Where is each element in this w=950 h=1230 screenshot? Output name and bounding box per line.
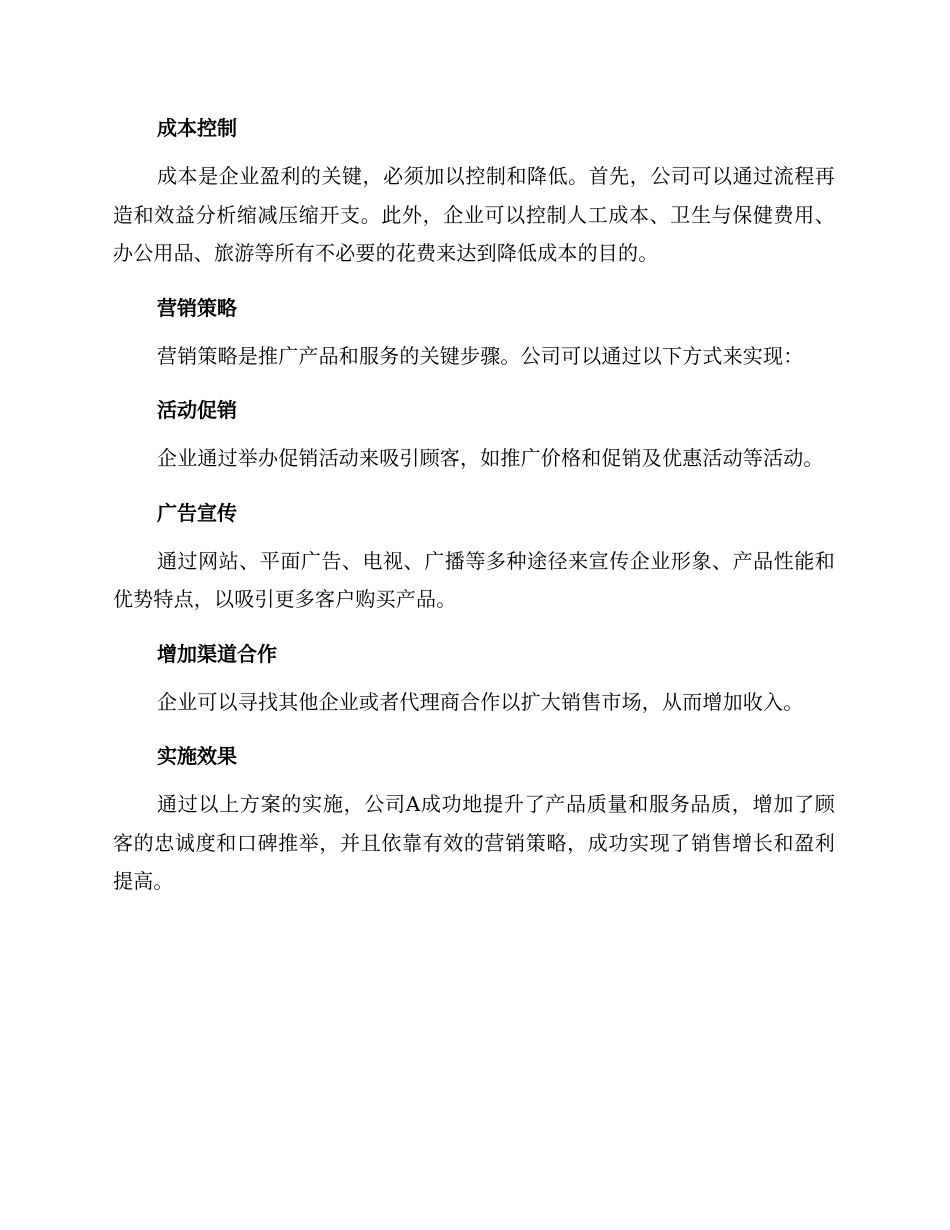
section-heading-channel-cooperation: 增加渠道合作 (157, 641, 277, 666)
section-heading-promotion: 活动促销 (157, 398, 237, 422)
section-heading-cost-control: 成本控制 (157, 116, 237, 140)
section-body-cost-control: 成本是企业盈利的关键，必须加以控制和降低。首先，公司可以通过流程再造和效益分析缩减压缩开支。此外，企业可以控制人工成本、卫生与保健费用、办公用品、旅游等所有不必要的花费来达到降低成本的目的。 (113, 164, 835, 265)
document-content (113, 113, 835, 921)
section-body-channel-cooperation: 企业可以寻找其他企业或者代理商合作以扩大销售市场，从而增加收入。 (157, 689, 804, 714)
section-body-results: 通过以上方案的实施，公司A成功地提升了产品质量和服务品质，增加了顾客的忠诚度和口碑推举，并且依靠有效的营销策略，成功实现了销售增长和盈利提高。 (113, 792, 835, 893)
section-body-promotion: 企业通过举办促销活动来吸引顾客，如推广价格和促销及优惠活动等活动。 (157, 446, 824, 470)
section-heading-results: 实施效果 (157, 744, 237, 768)
section-body-marketing-strategy: 营销策略是推广产品和服务的关键步骤。公司可以通过以下方式来实现： (157, 343, 804, 368)
section-heading-advertising: 广告宣传 (157, 500, 237, 525)
section-heading-marketing-strategy: 营销策略 (157, 295, 237, 320)
section-body-advertising: 通过网站、平面广告、电视、广播等多种途径来宣传企业形象、产品性能和优势特点，以吸引更多客户购买产品。 (113, 548, 835, 611)
